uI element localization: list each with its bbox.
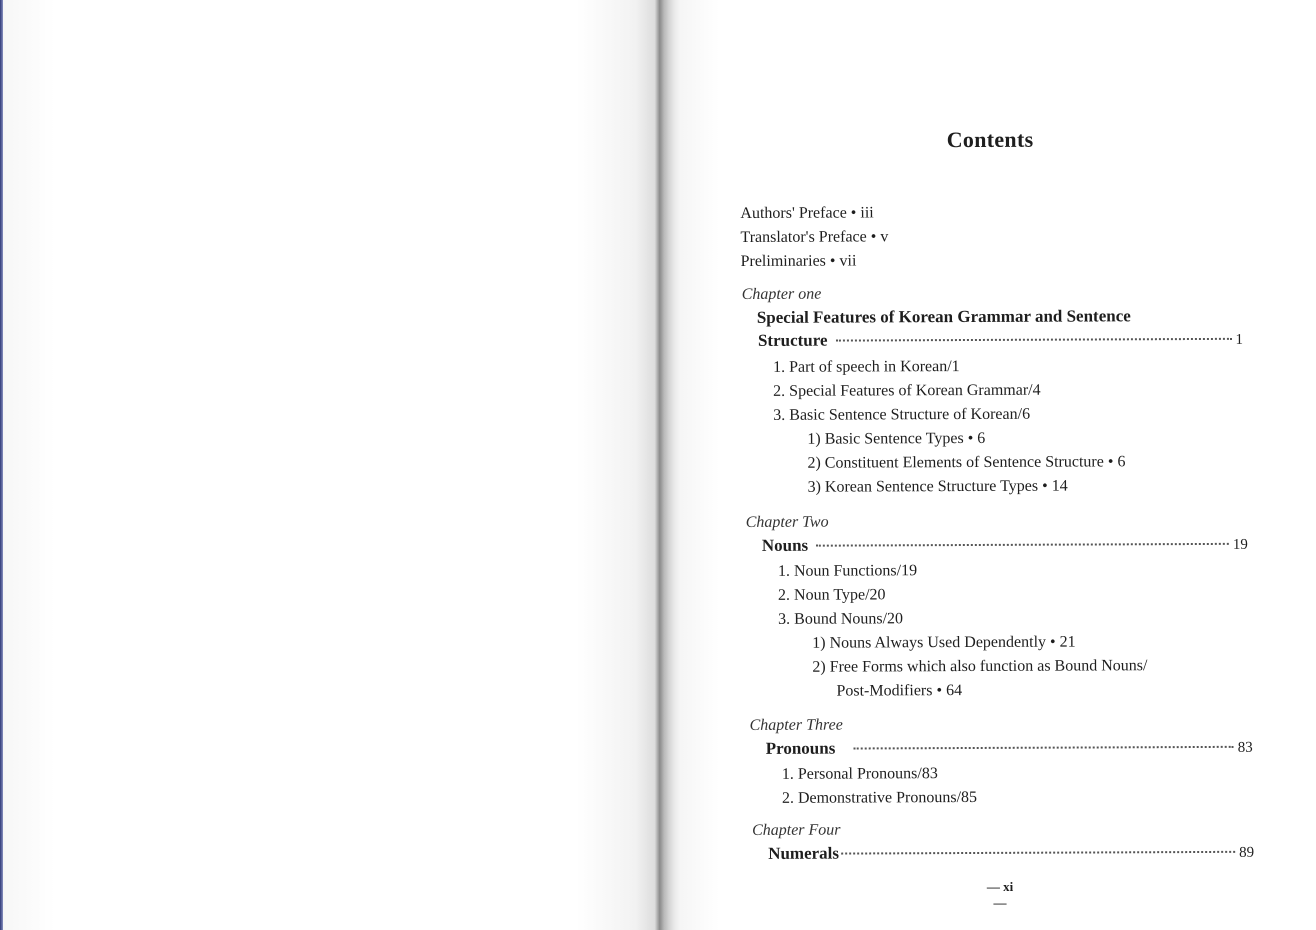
chapter-two-label: Chapter Two bbox=[745, 513, 829, 531]
toc-entry-authors-preface[interactable]: Authors' Preface • iii bbox=[740, 204, 874, 222]
chapter-three-title-row[interactable] bbox=[766, 737, 1253, 761]
chapter-one-page: 1 bbox=[1235, 331, 1243, 348]
left-blank-page bbox=[3, 0, 655, 930]
dot-leader bbox=[816, 543, 1229, 547]
chapter-three-label: Chapter Three bbox=[749, 716, 843, 734]
chapter-three-page: 83 bbox=[1237, 739, 1253, 756]
toc-subsection[interactable]: 3) Korean Sentence Structure Types • 14 bbox=[807, 477, 1068, 496]
chapter-two-title: Nouns bbox=[761, 535, 809, 555]
chapter-one-title[interactable]: Special Features of Korean Grammar and Sentence bbox=[756, 306, 1131, 327]
dot-leader bbox=[835, 338, 1231, 342]
page-title: Contents bbox=[946, 126, 1034, 153]
toc-section[interactable]: 3. Basic Sentence Structure of Korean/6 bbox=[773, 405, 1031, 424]
chapter-four-label: Chapter Four bbox=[752, 821, 841, 839]
toc-subsection[interactable]: 1) Basic Sentence Types • 6 bbox=[807, 429, 986, 448]
book-gutter bbox=[655, 0, 681, 930]
dot-leader bbox=[853, 746, 1233, 750]
chapter-two-title-row[interactable] bbox=[762, 534, 1248, 558]
toc-section[interactable]: 1. Noun Functions/19 bbox=[777, 562, 918, 580]
toc-section[interactable]: 2. Demonstrative Pronouns/85 bbox=[781, 788, 978, 807]
dot-leader bbox=[841, 851, 1235, 855]
chapter-two-page: 19 bbox=[1232, 536, 1248, 553]
toc-subsection-cont[interactable]: Post-Modifiers • 64 bbox=[836, 682, 963, 700]
toc-subsection[interactable]: 2) Constituent Elements of Sentence Structure • 6 bbox=[807, 453, 1126, 472]
toc-section[interactable]: 2. Special Features of Korean Grammar/4 bbox=[773, 381, 1041, 400]
toc-section[interactable]: 3. Bound Nouns/20 bbox=[778, 610, 904, 628]
toc-section[interactable]: 1. Personal Pronouns/83 bbox=[781, 765, 938, 783]
chapter-one-label: Chapter one bbox=[741, 285, 822, 303]
toc-subsection[interactable]: 1) Nouns Always Used Dependently • 21 bbox=[812, 633, 1076, 652]
chapter-four-title-row[interactable] bbox=[768, 842, 1254, 866]
toc-entry-preliminaries[interactable]: Preliminaries • vii bbox=[740, 252, 857, 270]
chapter-one-title-row[interactable] bbox=[758, 329, 1243, 353]
toc-section[interactable]: 1. Part of speech in Korean/1 bbox=[773, 358, 960, 376]
toc-section[interactable]: 2. Noun Type/20 bbox=[778, 586, 886, 604]
chapter-three-title: Pronouns bbox=[765, 738, 836, 758]
chapter-one-title-cont: Structure bbox=[757, 330, 828, 350]
table-of-contents bbox=[740, 126, 1263, 898]
toc-entry-translators-preface[interactable]: Translator's Preface • v bbox=[740, 228, 889, 246]
page-number-folio: — xi — bbox=[986, 879, 1014, 910]
chapter-four-page: 89 bbox=[1239, 844, 1255, 861]
chapter-four-title: Numerals bbox=[768, 843, 840, 863]
toc-subsection[interactable]: 2) Free Forms which also function as Bound Nouns/ bbox=[812, 657, 1148, 676]
